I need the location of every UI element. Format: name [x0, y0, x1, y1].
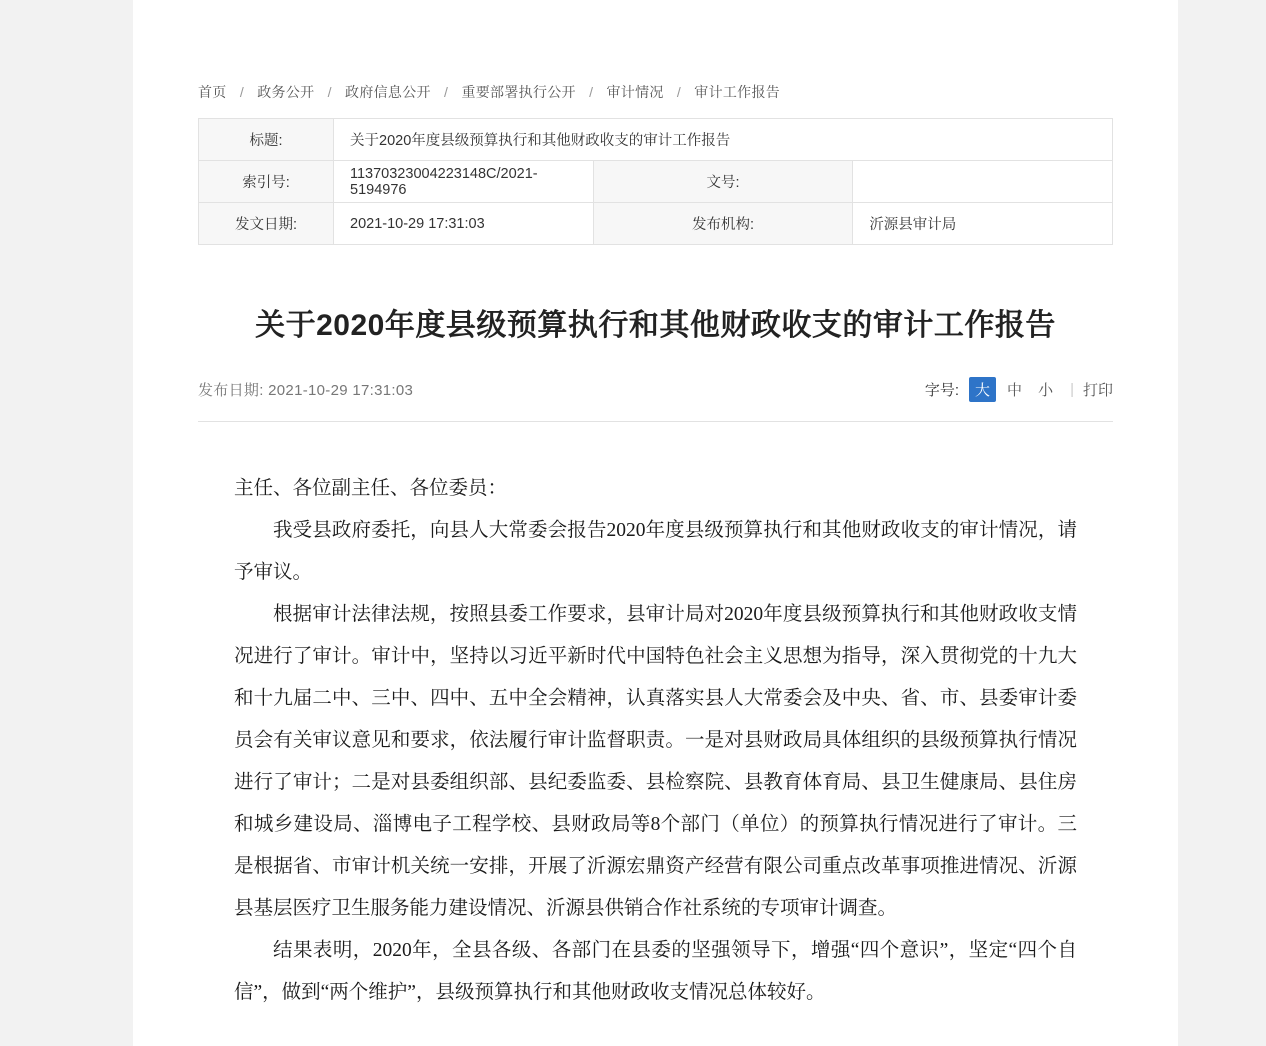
breadcrumb-item-government-info[interactable]: 政府信息公开: [345, 84, 431, 100]
breadcrumb-separator: /: [589, 84, 594, 100]
meta-agency-value: 沂源县审计局: [853, 203, 1113, 245]
font-size-tools: [925, 377, 1113, 402]
font-size-medium-button[interactable]: 中: [1007, 382, 1023, 399]
document-meta-table: [198, 118, 1113, 245]
breadcrumb: [198, 0, 1113, 118]
breadcrumb-separator: /: [327, 84, 332, 100]
table-row: [199, 203, 1113, 245]
publish-bar: [198, 347, 1113, 422]
breadcrumb-separator: /: [239, 84, 245, 100]
publish-date-value: 2021-10-29 17:31:03: [268, 382, 414, 399]
breadcrumb-item-audit-report[interactable]: 审计工作报告: [694, 84, 781, 100]
paragraph-2: 根据审计法律法规，按照县委工作要求，县审计局对2020年度县级预算执行和其他财政收支情况进行了审计。审计中，坚持以习近平新时代中国特色社会主义思想为指导，深入贯彻党的十九大和十九届二中、三中、四中、五中全会精神，认真落实县人大常委会及中央、省、市、县委审计委员会有关审议意见和要求，依法履行审计监督职责。一是对县财政局具体组织的县级预算执行情况进行了审计；二是对县委组织部、县纪委监委、县检察院、县教育体育局、县卫生健康局、县住房和城乡建设局、淄博电子工程学校、县财政局等8个部门（单位）的预算执行情况进行了审计。三是根据省、市审计机关统一安排，开展了沂源宏鼎资产经营有限公司重点改革事项推进情况、沂源县基层医疗卫生服务能力建设情况、沂源县供销合作社系统的专项审计调查。: [234, 604, 1077, 919]
page-title: 关于2020年度县级预算执行和其他财政收支的审计工作报告: [255, 309, 1056, 342]
toolbar-divider: |: [1070, 381, 1074, 398]
meta-date-label: 发文日期:: [199, 203, 334, 245]
meta-title-label: 标题:: [199, 119, 334, 161]
print-button[interactable]: 打印: [1082, 382, 1113, 399]
meta-date-value: 2021-10-29 17:31:03: [334, 203, 594, 245]
paragraph-3: 结果表明，2020年，全县各级、各部门在县委的坚强领导下，增强“四个意识”，坚定“四个自信”，做到“两个维护”，县级预算执行和其他财政收支情况总体较好。: [234, 940, 1077, 1003]
table-row: [199, 161, 1113, 203]
breadcrumb-item-audit-status[interactable]: 审计情况: [606, 84, 664, 100]
meta-docnum-label: 文号:: [593, 161, 853, 203]
breadcrumb-item-home[interactable]: 首页: [198, 84, 227, 100]
paragraph-salutation: 主任、各位副主任、各位委员：: [234, 478, 508, 499]
breadcrumb-separator: /: [444, 84, 449, 100]
meta-index-label: 索引号:: [199, 161, 334, 203]
article-body: [198, 468, 1113, 1014]
table-row: [199, 119, 1113, 161]
content-area: [133, 0, 1178, 1014]
breadcrumb-separator: /: [676, 84, 682, 100]
font-size-small-button[interactable]: 小: [1038, 382, 1054, 399]
font-size-large-button[interactable]: 大: [969, 377, 996, 402]
breadcrumb-item-key-deployment[interactable]: 重要部署执行公开: [461, 84, 576, 100]
meta-title-value: 关于2020年度县级预算执行和其他财政收支的审计工作报告: [334, 119, 1113, 161]
paragraph-1: 我受县政府委托，向县人大常委会报告2020年度县级预算执行和其他财政收支的审计情况，请予审议。: [234, 520, 1077, 583]
meta-index-value: 11370323004223148C/2021-5194976: [334, 161, 594, 203]
page-container: [133, 0, 1178, 1046]
meta-docnum-value: [853, 161, 1113, 203]
font-size-label: 字号:: [924, 382, 960, 399]
publish-date-label: 发布日期:: [198, 382, 264, 399]
meta-agency-label: 发布机构:: [593, 203, 853, 245]
publish-date: [198, 379, 413, 400]
breadcrumb-item-government-affairs[interactable]: 政务公开: [257, 84, 315, 100]
